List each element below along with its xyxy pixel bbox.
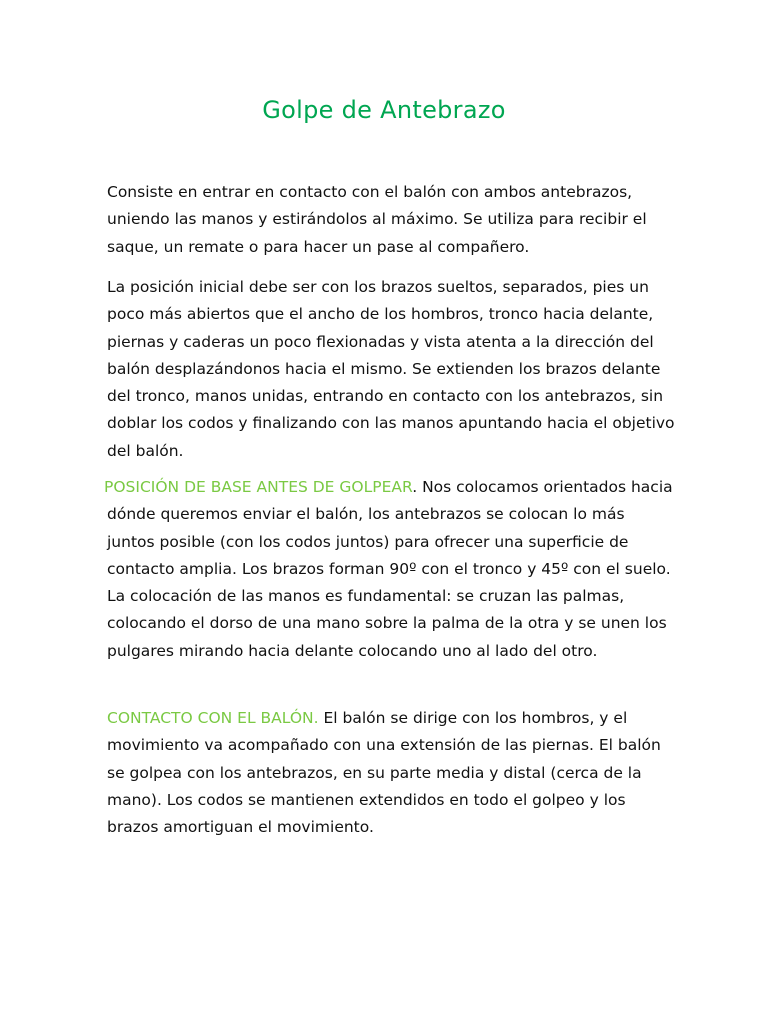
paragraph-initial-position: La posición inicial debe ser con los brazos sueltos, separados, pies un poco más abiertos que el ancho de los hombros, tronco hacia delante, piernas y caderas un poco flexionadas y vista atenta a la dirección del balón desplazándonos hacia el mismo. Se extienden los brazos delante del tronco, manos unidas, entrando en contacto con los antebrazos, sin doblar los codos y finalizando con las manos apuntando hacia el objetivo del balón. bbox=[107, 278, 675, 460]
section-text-base-position: . Nos colocamos orientados hacia dónde queremos enviar el balón, los antebrazos se colocan lo más juntos posible (con los codos juntos) para ofrecer una superficie de contacto amplia. Los brazos forman 90º con el tronco y 45º con el suelo. La colocación de las manos es fundamental: se cruzan las palmas, colocando el dorso de una mano sobre la palma de la otra y se unen los pulgares mirando hacia delante colocando uno al lado del otro. bbox=[107, 478, 673, 660]
document-title: Golpe de Antebrazo bbox=[262, 96, 506, 124]
paragraph-ball-contact bbox=[107, 705, 677, 841]
section-heading-base-position: POSICIÓN DE BASE ANTES DE GOLPEAR bbox=[104, 478, 413, 496]
section-text-ball-contact: El balón se dirige con los hombros, y el movimiento va acompañado con una extensión de las piernas. El balón se golpea con los antebrazos, en su parte media y distal (cerca de la mano). Los codos se mantienen extendidos en todo el golpeo y los brazos amortiguan el movimiento. bbox=[107, 709, 661, 837]
section-heading-ball-contact: CONTACTO CON EL BALÓN. bbox=[107, 709, 319, 727]
paragraph-base-position bbox=[104, 474, 677, 665]
paragraph-intro: Consiste en entrar en contacto con el balón con ambos antebrazos, uniendo las manos y estirándolos al máximo. Se utiliza para recibir el saque, un remate o para hacer un pase al compañero. bbox=[107, 183, 647, 256]
